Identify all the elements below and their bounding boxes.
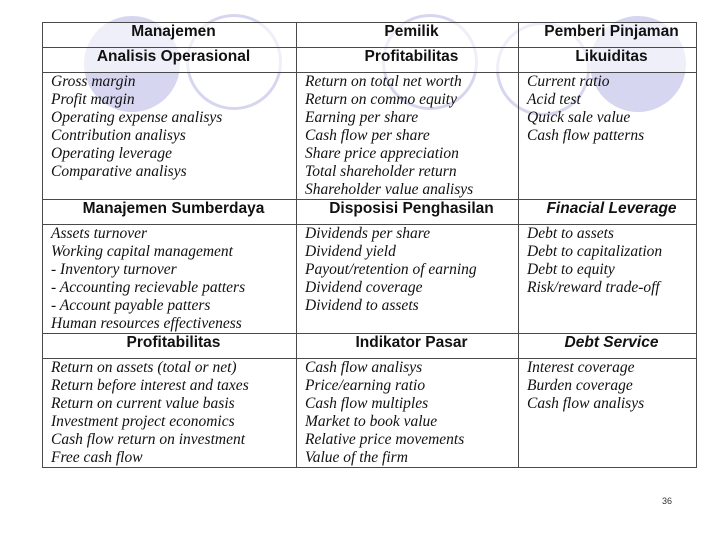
section-list [519, 225, 697, 334]
list-item: Cash flow analisys [305, 359, 423, 376]
list-item: Operating leverage [51, 145, 172, 162]
section-body-row [43, 359, 697, 468]
list-item: - Account payable patters [51, 297, 211, 314]
list-item: Debt to assets [527, 225, 614, 242]
list-item: Share price appreciation [305, 145, 459, 162]
list-item: - Inventory turnover [51, 261, 177, 278]
list-item: Value of the firm [305, 449, 408, 466]
section-title-row [43, 334, 697, 359]
section-title-row [43, 200, 697, 225]
section-list [519, 359, 697, 468]
list-item: Cash flow per share [305, 127, 430, 144]
list-item: Current ratio [527, 73, 610, 90]
section-title: Indikator Pasar [297, 334, 519, 359]
list-item: Risk/reward trade-off [527, 279, 660, 296]
section-title: Finacial Leverage [519, 200, 697, 225]
list-item: Dividends per share [305, 225, 431, 242]
list-item: Free cash flow [51, 449, 143, 466]
page-number: 36 [662, 496, 673, 506]
list-item: Cash flow analisys [527, 395, 645, 412]
list-item: Comparative analisys [51, 163, 187, 180]
list-item: Return before interest and taxes [51, 377, 249, 394]
list-item: Dividend coverage [305, 279, 423, 296]
section-list [297, 225, 519, 334]
section-title: Disposisi Penghasilan [297, 200, 519, 225]
list-item: Payout/retention of earning [305, 261, 477, 278]
header-pemberi-pinjaman: Pemberi Pinjaman [519, 23, 697, 48]
section-title: Profitabilitas [297, 48, 519, 73]
section-title: Debt Service [519, 334, 697, 359]
list-item: Operating expense analisys [51, 109, 223, 126]
list-item: Contribution analisys [51, 127, 186, 144]
list-item: Cash flow patterns [527, 127, 645, 144]
list-item: Dividend to assets [305, 297, 419, 314]
list-item: Relative price movements [305, 431, 465, 448]
list-item: Debt to equity [527, 261, 615, 278]
section-list [43, 225, 297, 334]
list-item: Price/earning ratio [305, 377, 426, 394]
list-item: Assets turnover [51, 225, 148, 242]
table-header-row [43, 23, 697, 48]
header-manajemen: Manajemen [43, 23, 297, 48]
list-item: Cash flow return on investment [51, 431, 246, 448]
header-pemilik: Pemilik [297, 23, 519, 48]
list-item: Shareholder value analisys [305, 181, 474, 198]
list-item: Dividend yield [305, 243, 396, 260]
section-list [43, 73, 297, 200]
section-list [43, 359, 297, 468]
list-item: Burden coverage [527, 377, 633, 394]
section-title: Analisis Operasional [43, 48, 297, 73]
list-item: Return on assets (total or net) [51, 359, 237, 376]
list-item: Return on commo equity [305, 91, 457, 108]
list-item: Total shareholder return [305, 163, 457, 180]
list-item: Gross margin [51, 73, 136, 90]
list-item: Investment project economics [51, 413, 235, 430]
list-item: - Accounting recievable patters [51, 279, 246, 296]
list-item: Cash flow multiples [305, 395, 429, 412]
list-item: Return on total net worth [305, 73, 462, 90]
section-list [297, 359, 519, 468]
list-item: Earning per share [305, 109, 419, 126]
list-item: Debt to capitalization [527, 243, 663, 260]
section-list [297, 73, 519, 200]
section-title: Profitabilitas [43, 334, 297, 359]
list-item: Acid test [527, 91, 581, 108]
section-title: Manajemen Sumberdaya [43, 200, 297, 225]
section-body-row [43, 225, 697, 334]
list-item: Human resources effectiveness [51, 315, 242, 332]
list-item: Profit margin [51, 91, 135, 108]
list-item: Market to book value [305, 413, 438, 430]
list-item: Working capital management [51, 243, 233, 260]
list-item: Interest coverage [527, 359, 635, 376]
section-list [519, 73, 697, 200]
ratio-table [42, 22, 697, 468]
section-body-row [43, 73, 697, 200]
list-item: Return on current value basis [51, 395, 235, 412]
list-item: Quick sale value [527, 109, 631, 126]
section-title-row [43, 48, 697, 73]
section-title: Likuiditas [519, 48, 697, 73]
